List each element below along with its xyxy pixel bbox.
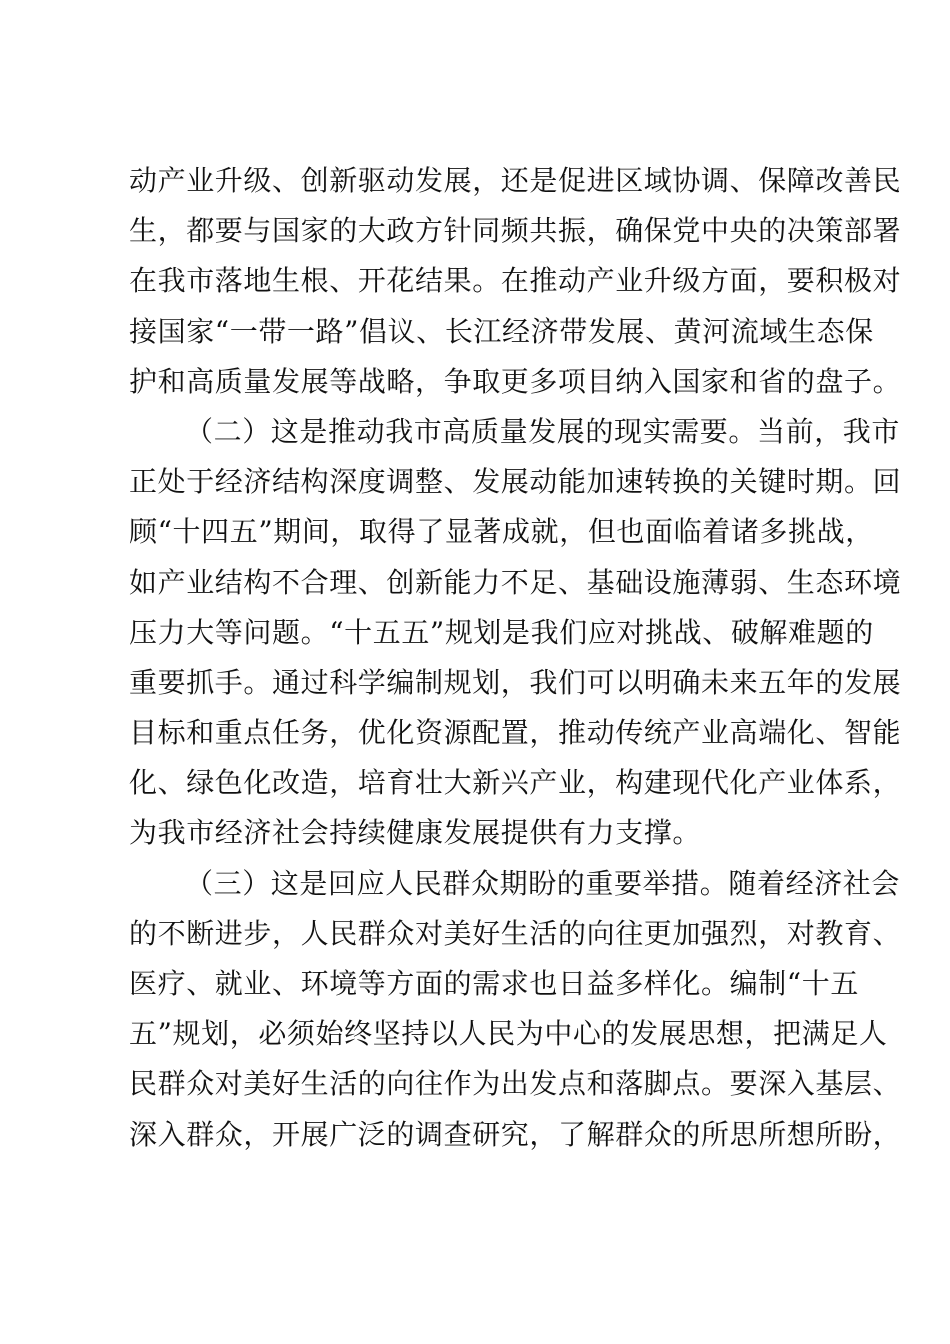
paragraph-1-line-3: 在我市落地生根、开花结果。在推动产业升级方面，要积极对 [129, 264, 902, 298]
paragraph-3-line-1: （三）这是回应人民群众期盼的重要举措。随着经济社会 [185, 866, 901, 900]
paragraph-2-line-6: 重要抓手。通过科学编制规划，我们可以明确未来五年的发展 [129, 665, 902, 699]
paragraph-3-line-5: 民群众对美好生活的向往作为出发点和落脚点。要深入基层、 [129, 1067, 902, 1101]
paragraph-3-line-4: 五”规划，必须始终坚持以人民为中心的发展思想，把满足人 [129, 1017, 888, 1051]
paragraph-2-line-5: 压力大等问题。“十五五”规划是我们应对挑战、破解难题的 [129, 615, 874, 649]
paragraph-2-line-7: 目标和重点任务，优化资源配置，推动传统产业高端化、智能 [129, 716, 902, 750]
paragraph-1-line-2: 生，都要与国家的大政方针同频共振，确保党中央的决策部署 [129, 214, 902, 248]
paragraph-3-line-3: 医疗、就业、环境等方面的需求也日益多样化。编制“十五 [129, 967, 859, 1000]
paragraph-2-line-3: 顾“十四五”期间，取得了显著成就，但也面临着诸多挑战， [129, 515, 874, 549]
paragraph-2-line-1: （二）这是推动我市高质量发展的现实需要。当前，我市 [185, 414, 901, 448]
paragraph-3-line-2: 的不断进步，人民群众对美好生活的向往更加强烈，对教育、 [129, 916, 902, 950]
paragraph-2-line-8: 化、绿色化改造，培育壮大新兴产业，构建现代化产业体系， [129, 766, 902, 800]
paragraph-2-line-2: 正处于经济结构深度调整、发展动能加速转换的关键时期。回 [129, 465, 902, 499]
paragraph-2-line-9: 为我市经济社会持续健康发展提供有力支撑。 [129, 816, 702, 850]
paragraph-2-line-4: 如产业结构不合理、创新能力不足、基础设施薄弱、生态环境 [129, 565, 902, 599]
paragraph-3-line-6: 深入群众，开展广泛的调查研究，了解群众的所思所想所盼， [129, 1117, 902, 1151]
paragraph-1-line-1: 动产业升级、创新驱动发展，还是促进区域协调、保障改善民 [129, 164, 902, 197]
paragraph-1-line-4: 接国家“一带一路”倡议、长江经济带发展、黄河流域生态保 [129, 314, 874, 348]
paragraph-1-line-5: 护和高质量发展等战略，争取更多项目纳入国家和省的盘子。 [129, 364, 902, 398]
document-body [129, 156, 902, 1160]
